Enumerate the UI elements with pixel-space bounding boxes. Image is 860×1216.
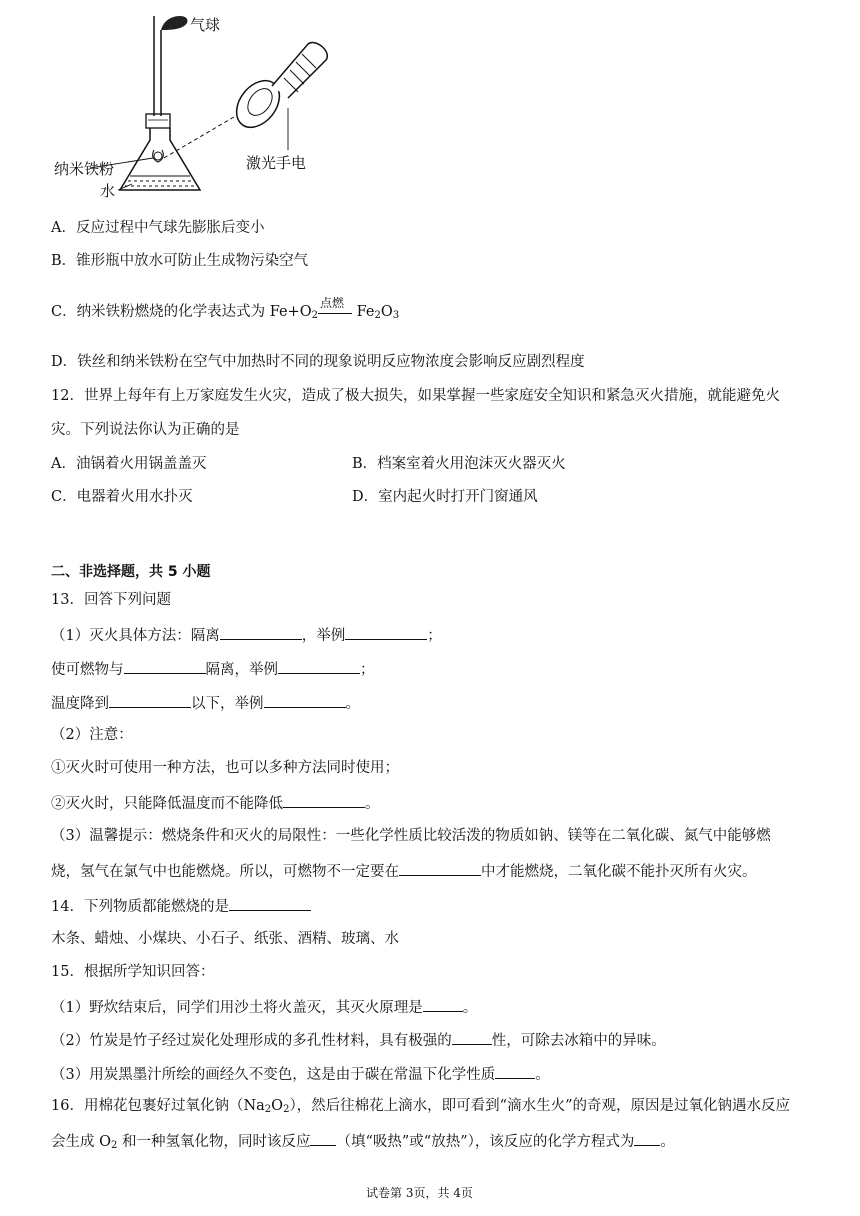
page-footer: 试卷第 3页，共 4页: [366, 1186, 473, 1200]
q15-part3: [51, 1063, 550, 1085]
q11-option-c: [51, 296, 400, 326]
q13-part1-line3: [51, 692, 360, 714]
q16-l1-sub2: 2: [283, 1104, 290, 1115]
q13-part1-line1: [51, 624, 442, 646]
q15-p3-a: （3）用炭黑墨汁所绘的画经久不变色，这是由于碳在常温下化学性质: [51, 1067, 496, 1083]
q16-l1-a: 16．用棉花包裹好过氧化钠（Na: [51, 1098, 265, 1114]
answer-blank[interactable]: [124, 658, 206, 674]
q15-p2-a: （2）竹炭是竹子经过炭化处理形成的多孔性材料，具有极强的: [51, 1033, 452, 1049]
q13-p1-a: （1）灭火具体方法：隔离: [51, 628, 220, 644]
q11-option-c-sub3: 3: [392, 310, 400, 321]
q14-title-text: 14．下列物质都能燃烧的是: [51, 899, 229, 915]
q16-l2-c: （填“吸热”或“放热”），该反应的化学方程式为: [336, 1134, 635, 1150]
q12-stem-line2: 灾。下列说法你认为正确的是: [51, 422, 240, 438]
q13-part3-line2: [51, 860, 757, 882]
flashlight-label: 激光手电: [246, 154, 307, 172]
q13-part1-line2: [51, 658, 375, 680]
answer-blank[interactable]: [495, 1063, 535, 1079]
water-layer: [125, 176, 195, 186]
flask-stopper: [146, 114, 170, 128]
q12-option-c: C．电器着火用水扑灭: [51, 489, 193, 505]
q13-title: 13．回答下列问题: [51, 592, 171, 608]
q15-part1: [51, 996, 477, 1018]
reaction-condition: 点燃: [319, 296, 344, 310]
q12-stem-line1: 12．世界上每年有上万家庭发生火灾，造成了极大损失，如果掌握一些家庭安全知识和紧急灭火措施，就能避免火: [51, 388, 780, 404]
answer-blank[interactable]: [423, 996, 463, 1012]
experiment-figure: [50, 0, 370, 200]
q16-l1-sub1: 2: [264, 1104, 272, 1115]
q15-p1-a: （1）野炊结束后，同学们用沙土将火盖灭，其灭火原理是: [51, 1000, 423, 1016]
flashlight-icon: [228, 43, 328, 136]
answer-blank[interactable]: [345, 624, 427, 640]
q13-p6-b: 。: [365, 796, 380, 812]
answer-blank[interactable]: [278, 658, 360, 674]
q11-option-c-sub2: 2: [374, 310, 381, 321]
q15-p2-b: 性，可除去冰箱中的异味。: [491, 1033, 666, 1049]
q13-p6-a: ②灭火时，只能降低温度而不能降低: [51, 796, 283, 812]
q11-option-d: D．铁丝和纳米铁粉在空气中加热时不同的现象说明反应物浓度会影响反应剧烈程度: [51, 354, 585, 370]
q13-p2-b: 隔离，举例: [205, 662, 278, 678]
answer-blank[interactable]: [452, 1029, 492, 1045]
q16-l2-b: 和一种氢氧化物，同时该反应: [117, 1134, 311, 1150]
q16-l1-c: ），然后往棉花上滴水，即可看到“滴水生火”的奇观，原因是过氧化钠遇水反应: [289, 1098, 791, 1114]
q13-p3-a: 温度降到: [51, 696, 109, 712]
reaction-arrow: [318, 296, 352, 326]
q16-l2-d: 。: [660, 1134, 675, 1150]
q15-part2: [51, 1029, 666, 1051]
answer-blank[interactable]: [264, 692, 346, 708]
balloon-icon: [161, 16, 187, 30]
q13-p3-b: 以下，举例: [191, 696, 264, 712]
q12-option-a: A．油锅着火用锅盖盖灭: [51, 456, 207, 472]
q16-l1-b: O: [271, 1098, 284, 1114]
q13-part2-title: （2）注意：: [51, 727, 133, 743]
q15-p1-b: 。: [462, 1000, 478, 1016]
q13-note-1: ①灭火时可使用一种方法，也可以多种方法同时使用；: [51, 760, 399, 776]
answer-blank[interactable]: [220, 624, 302, 640]
q11-option-c-sub1: 2: [311, 310, 318, 321]
answer-blank[interactable]: [229, 895, 311, 911]
q11-option-c-o: O: [380, 304, 393, 320]
balloon-label: 气球: [190, 16, 221, 34]
q13-p3-c: 。: [345, 696, 360, 712]
q13-p2-a: 使可燃物与: [51, 662, 124, 678]
q16-l2-sub: 2: [111, 1140, 118, 1151]
answer-blank[interactable]: [109, 692, 191, 708]
water-label: 水: [100, 182, 116, 200]
q13-note-2: [51, 792, 380, 814]
q13-part3-line1: （3）温馨提示：燃烧条件和灭火的局限性：一些化学性质比较活泼的物质如钠、镁等在二氧化碳、氮气中能够燃: [51, 828, 771, 844]
q11-option-c-product: Fe: [351, 304, 375, 320]
q13-p1-b: ，举例: [301, 628, 346, 644]
iron-powder-label: 纳米铁粉: [54, 160, 115, 178]
q15-title: 15．根据所学知识回答：: [51, 964, 215, 980]
q16-l2-a: 会生成 O: [51, 1134, 111, 1150]
q11-option-c-prefix: C．纳米铁粉燃烧的化学表达式为 Fe+O: [51, 304, 312, 320]
answer-blank[interactable]: [634, 1130, 660, 1146]
q16-line2: [51, 1130, 675, 1156]
q11-option-a: A．反应过程中气球先膨胀后变小: [51, 220, 265, 236]
q13-p1-c: ；: [427, 628, 442, 644]
q12-option-b: B．档案室着火用泡沫灭火器灭火: [352, 456, 566, 472]
q14-items: 木条、蜡烛、小煤块、小石子、纸张、酒精、玻璃、水: [51, 931, 399, 947]
answer-blank[interactable]: [310, 1130, 336, 1146]
q13-p8-b: 中才能燃烧，二氧化碳不能扑灭所有火灾。: [481, 864, 757, 880]
section-2-title: 二、非选择题，共 5 小题: [51, 564, 211, 580]
q13-p8-a: 烧，氢气在氯气中也能燃烧。所以，可燃物不一定要在: [51, 864, 399, 880]
answer-blank[interactable]: [283, 792, 365, 808]
q15-p3-b: 。: [535, 1067, 550, 1083]
q11-option-b: B．锥形瓶中放水可防止生成物污染空气: [51, 253, 309, 269]
answer-blank[interactable]: [399, 860, 481, 876]
q12-option-d: D．室内起火时打开门窗通风: [352, 489, 538, 505]
q14-title: [51, 895, 311, 917]
q13-p2-c: ；: [360, 662, 375, 678]
q16-line1: [51, 1096, 790, 1120]
